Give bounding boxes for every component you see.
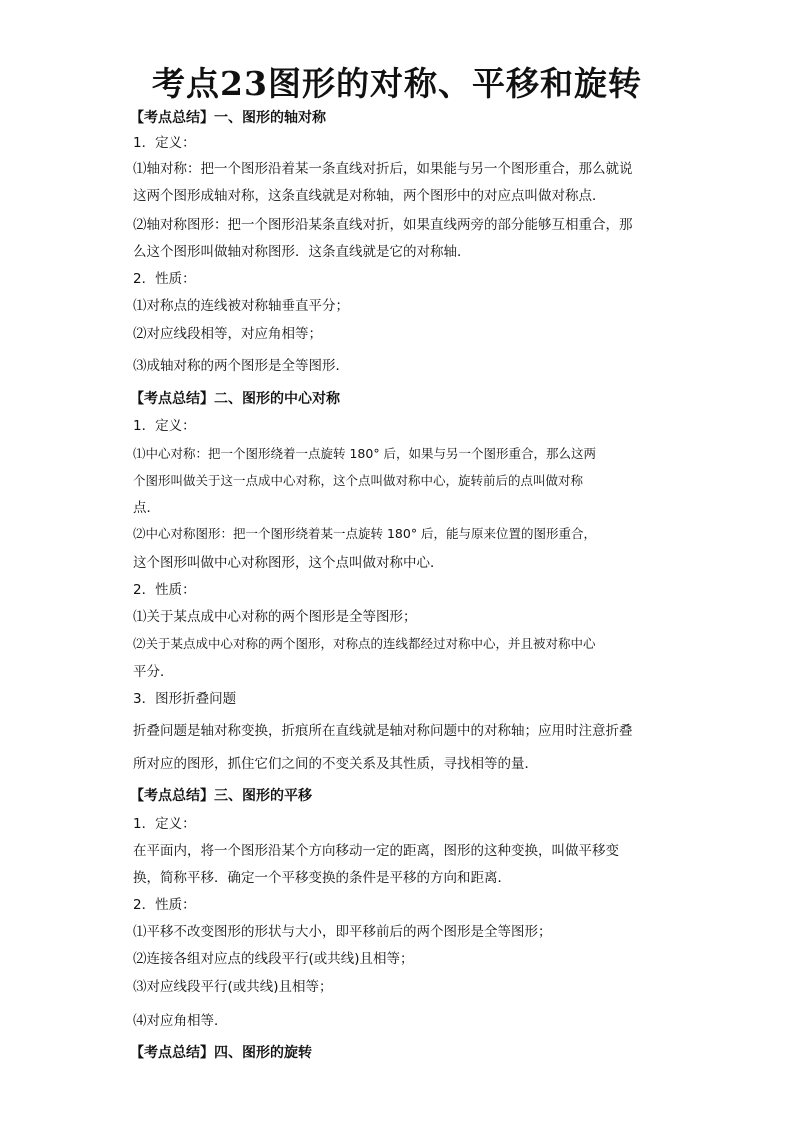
page-title: 考点23图形的对称、平移和旋转 [152, 64, 642, 103]
text-line: ⑵中心对称图形：把一个图形绕着某一点旋转 180° 后，能与原来位置的图形重合， [133, 526, 597, 541]
text-line: 2．性质： [133, 271, 196, 287]
text-line: ⑶对应线段平行(或共线)且相等； [133, 979, 333, 995]
text-line: 在平面内，将一个图形沿某个方向移动一定的距离，图形的这种变换，叫做平移变 [133, 843, 619, 859]
text-line: 么这个图形叫做轴对称图形．这条直线就是它的对称轴． [133, 244, 471, 260]
text-line: 1．定义： [133, 135, 196, 151]
text-line: ⑵轴对称图形：把一个图形沿某条直线对折，如果直线两旁的部分能够互相重合，那 [133, 217, 633, 233]
text-line: 平分． [133, 664, 174, 680]
text-line: ⑶成轴对称的两个图形是全等图形． [133, 358, 349, 374]
text-line: 折叠问题是轴对称变换，折痕所在直线就是轴对称问题中的对称轴；应用时注意折叠 [133, 723, 633, 739]
text-line: 换，简称平移．确定一个平移变换的条件是平移的方向和距离． [133, 870, 511, 886]
text-line: ⑷对应角相等． [133, 1013, 228, 1029]
text-line: ⑴对称点的连线被对称轴垂直平分； [133, 298, 349, 314]
section-heading: 【考点总结】二、图形的中心对称 [130, 391, 340, 407]
text-line: 2．性质： [133, 582, 196, 598]
text-line: ⑴平移不改变图形的形状与大小，即平移前后的两个图形是全等图形； [133, 924, 552, 940]
text-line: 这个图形叫做中心对称图形，这个点叫做对称中心． [133, 555, 444, 571]
section-heading: 【考点总结】一、图形的轴对称 [130, 110, 326, 126]
text-line: 1．定义： [133, 816, 196, 832]
section-heading: 【考点总结】四、图形的旋转 [130, 1045, 312, 1061]
text-line: ⑴中心对称：把一个图形绕着一点旋转 180° 后，如果与另一个图形重合，那么这两 [133, 446, 597, 461]
text-line: 所对应的图形，抓住它们之间的不变关系及其性质，寻找相等的量． [133, 756, 538, 772]
text-line: 1．定义： [133, 418, 196, 434]
text-line: 点． [133, 500, 160, 516]
text-line: 3．图形折叠问题 [133, 691, 237, 707]
text-line: 2．性质： [133, 897, 196, 913]
text-line: ⑵关于某点成中心对称的两个图形，对称点的连线都经过对称中心，并且被对称中心 [133, 636, 596, 651]
text-line: 这两个图形成轴对称，这条直线就是对称轴，两个图形中的对应点叫做对称点． [133, 188, 606, 204]
text-line: ⑴关于某点成中心对称的两个图形是全等图形； [133, 609, 417, 625]
text-line: ⑴轴对称：把一个图形沿着某一条直线对折后，如果能与另一个图形重合，那么就说 [133, 161, 633, 177]
section-heading: 【考点总结】三、图形的平移 [130, 788, 312, 804]
text-line: 个图形叫做关于这一点成中心对称，这个点叫做对称中心，旋转前后的点叫做对称 [133, 473, 584, 488]
text-line: ⑵连接各组对应点的线段平行(或共线)且相等； [133, 951, 414, 967]
text-line: ⑵对应线段相等，对应角相等； [133, 326, 322, 342]
